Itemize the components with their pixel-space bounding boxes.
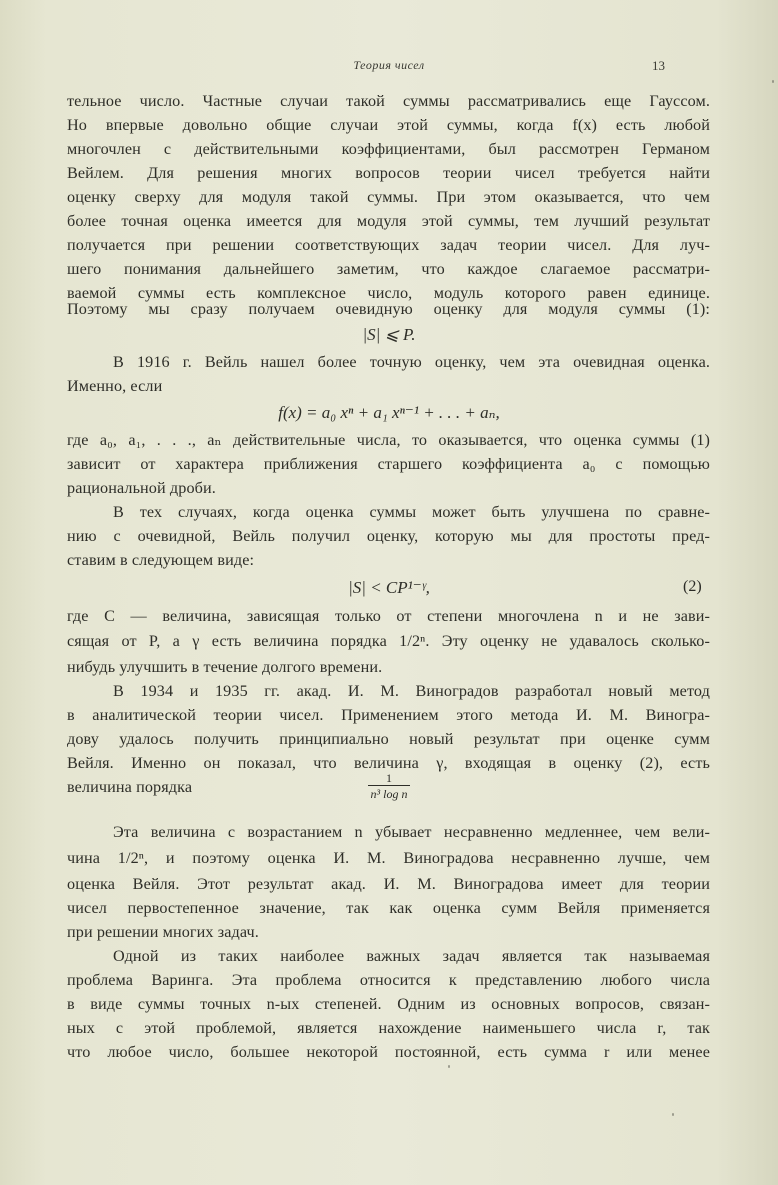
text-line: нию с очевидной, Вейль получил оценку, которую мы для простоты пред-: [67, 527, 710, 545]
text-line: Одной из таких наиболее важных задач является так называемая: [113, 947, 710, 965]
formula-trivial-bound: [0, 324, 778, 346]
formula-text: f(x) = a₀ xⁿ + a₁ xⁿ⁻¹ + . . . + aₙ,: [278, 403, 500, 422]
text-line: Именно, если: [67, 377, 163, 395]
text-line: Вейлем. Для решения многих вопросов теории чисел требуется найти: [67, 164, 710, 182]
text-line: величина порядка: [67, 778, 193, 796]
text-line: ставим в следующем виде:: [67, 551, 255, 569]
text-line: дову удалось получить принципиально новый результат при оценке сумм: [67, 730, 710, 748]
text-line: получается при решении соответствующих задач теории чисел. Для луч-: [67, 236, 710, 254]
formula-text: |S| < CP¹⁻ᵞ,: [348, 578, 430, 597]
paper-speck: [772, 80, 774, 83]
formula-text: |S| ⩽ P.: [362, 325, 416, 344]
text-line: Поэтому мы сразу получаем очевидную оценку для модуля суммы (1):: [67, 300, 710, 318]
text-line: сящая от P, а γ есть величина порядка 1/2ⁿ. Эту оценку не удавалось сколько-: [67, 632, 710, 650]
fraction-denominator: n³ log n: [368, 785, 411, 801]
text-line: где C — величина, зависящая только от степени многочлена n и не зави-: [67, 607, 710, 625]
text-line: ных с этой проблемой, является нахождение наименьшего числа r, так: [67, 1019, 710, 1037]
text-line: оценка Вейля. Этот результат акад. И. М. Виноградова имеет для теории: [67, 875, 710, 893]
fraction-numerator: 1: [386, 771, 392, 785]
text-line: Вейля. Именно он показал, что величина γ, входящая в оценку (2), есть: [67, 754, 710, 772]
text-line: рациональной дроби.: [67, 479, 216, 497]
paper-speck: [672, 1113, 674, 1116]
equation-number: (2): [683, 578, 702, 595]
text-line: где a₀, a₁, . . ., aₙ действительные числа, то оказывается, что оценка суммы (1): [67, 431, 710, 449]
paper-speck: [448, 1065, 450, 1068]
text-line: в виде суммы точных n-ых степеней. Одним из основных вопросов, связан-: [67, 995, 710, 1013]
formula-polynomial: [0, 402, 778, 424]
formula-vinogradov-order: [0, 771, 778, 801]
text-line: ваемой суммы есть комплексное число, модуль которого равен единице.: [67, 284, 710, 302]
text-line: чисел первостепенное значение, так как оценка сумм Вейля применяется: [67, 899, 710, 917]
text-line: проблема Варинга. Эта проблема относится к представлению любого числа: [67, 971, 710, 989]
text-line: нибудь улучшить в течение долгого времени.: [67, 658, 383, 676]
formula-weyl-bound: [0, 577, 778, 599]
text-line: В тех случаях, когда оценка суммы может быть улучшена по сравне-: [113, 503, 710, 521]
running-head-title: Теория чисел: [353, 58, 425, 72]
text-line: многочлен с действительными коэффициентами, был рассмотрен Германом: [67, 140, 710, 158]
text-line: Но впервые довольно общие случаи этой суммы, когда f(x) есть любой: [67, 116, 710, 134]
text-line: зависит от характера приближения старшего коэффициента a₀ с помощью: [67, 455, 710, 473]
text-line: Эта величина с возрастанием n убывает несравненно медленнее, чем вели-: [113, 823, 710, 841]
text-line: шего понимания дальнейшего заметим, что каждое слагаемое рассматри-: [67, 260, 710, 278]
running-head: [0, 58, 778, 78]
text-line: В 1934 и 1935 гг. акад. И. М. Виноградов разработал новый метод: [113, 682, 710, 700]
text-line: тельное число. Частные случаи такой суммы рассматривались еще Гауссом.: [67, 92, 710, 110]
text-line: что любое число, большее некоторой постоянной, есть сумма r или менее: [67, 1043, 710, 1061]
text-line: более точная оценка имеется для модуля этой суммы, тем лучший результат: [67, 212, 710, 230]
text-line: оценку сверху для модуля такой суммы. При этом оказывается, что чем: [67, 188, 710, 206]
text-line: в аналитической теории чисел. Применением этого метода И. М. Виногра-: [67, 706, 710, 724]
page-number: 13: [652, 58, 665, 73]
text-line: В 1916 г. Вейль нашел более точную оценку, чем эта очевидная оценка.: [113, 353, 710, 371]
text-line: чина 1/2ⁿ, и поэтому оценка И. М. Виноградова несравненно лучше, чем: [67, 849, 710, 867]
text-line: при решении многих задач.: [67, 923, 259, 941]
